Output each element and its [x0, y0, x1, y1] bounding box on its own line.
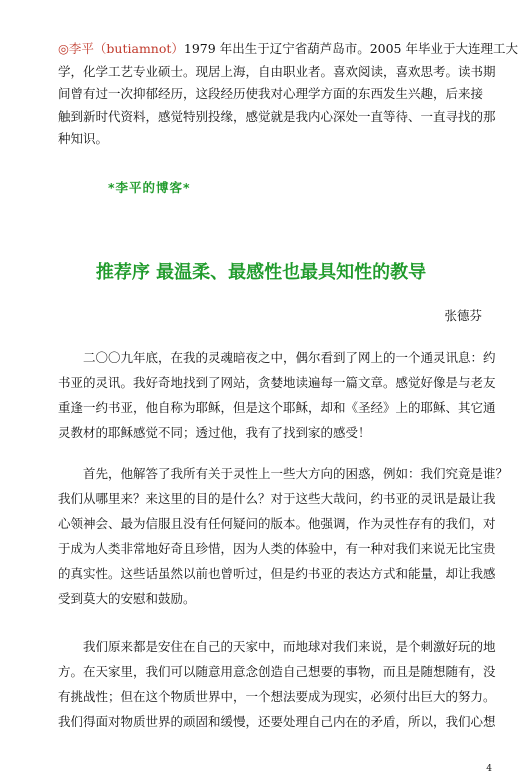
blog-link[interactable]: *李平的博客* — [108, 180, 191, 195]
paragraph-line: 首先，他解答了我所有关于灵性上一些大方向的困惑，例如：我们究竟是谁？ — [83, 466, 509, 481]
paragraph-line: 灵教材的耶稣感觉不同；透过他，我有了找到家的感受！ — [58, 425, 371, 440]
paragraph — [58, 345, 496, 445]
paragraph-line: 我们从哪里来？来这里的目的是什么？对于这些大哉问，约书亚的灵讯是最让我 — [58, 491, 496, 506]
bio-line: 触到新时代资料，感觉特别投缘，感觉就是我内心深处一直等待、一直寻找的那 — [58, 108, 496, 124]
author-bio — [58, 38, 518, 151]
paragraph-line: 于成为人类非常地好奇且珍惜，因为人类的体验中，有一种对我们来说无比宝贵 — [58, 541, 496, 556]
paragraph-line: 二〇〇九年底，在我的灵魂暗夜之中，偶尔看到了网上的一个通灵讯息：约 — [83, 350, 496, 365]
paragraph — [58, 634, 496, 734]
bio-name: 李平（butiamnot） — [68, 41, 184, 56]
paragraph-line: 有挑战性；但在这个物质世界中，一个想法要成为现实，必须付出巨大的努力。 — [58, 689, 496, 704]
bio-line: 种知识。 — [58, 131, 109, 146]
paragraph-line: 我们原来都是安住在自己的天家中，而地球对我们来说，是个刺激好玩的地 — [83, 639, 496, 654]
bio-line: ◎李平（butiamnot）1979 年出生于辽宁省葫芦岛市。2005 年毕业于大连理工大 — [58, 41, 518, 56]
preface-author: 张德芬 — [444, 308, 482, 323]
page-number: 4 — [486, 764, 492, 774]
paragraph-line: 重逢一约书亚，他自称为耶稣，但是这个耶稣，却和《圣经》上的耶稣、其它通 — [58, 400, 496, 415]
paragraph-line: 受到莫大的安慰和鼓励。 — [58, 591, 196, 606]
paragraph-line: 我们得面对物质世界的顽固和缓慢，还要处理自己内在的矛盾，所以，我们心想 — [58, 714, 496, 729]
paragraph-line: 的真实性。这些话虽然以前也曾听过，但是约书亚的表达方式和能量，却让我感 — [58, 566, 496, 581]
bullet-icon: ◎ — [58, 41, 69, 56]
paragraph-line: 书亚的灵讯。我好奇地找到了网站，贪婪地读遍每一篇文章。感觉好像是与老友 — [58, 375, 496, 390]
paragraph-line: 心领神会、最为信服且没有任何疑问的版本。他强调，作为灵性存有的我们，对 — [58, 516, 496, 531]
section-title: 推荐序 最温柔、最感性也最具知性的教导 — [95, 262, 427, 283]
bio-line: 学，化学工艺专业硕士。现居上海，自由职业者。喜欢阅读，喜欢思考。读书期 — [58, 63, 496, 79]
paragraph — [58, 461, 509, 611]
bio-line: 间曾有过一次抑郁经历，这段经历使我对心理学方面的东西发生兴趣，后来接 — [58, 86, 484, 101]
paragraph-line: 方。在天家里，我们可以随意用意念创造自己想要的事物，而且是随想随有，没 — [58, 664, 496, 679]
